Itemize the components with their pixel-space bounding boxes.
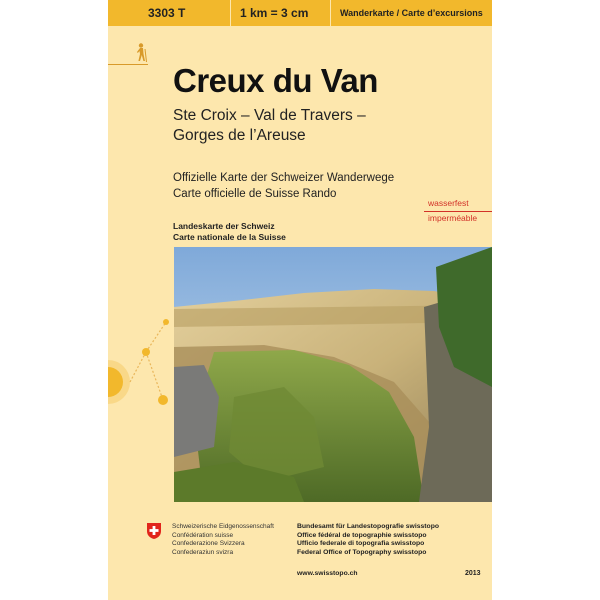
federal-name-line: Confederaziun svizra	[172, 548, 234, 556]
waterproof-label-fr: imperméable	[428, 213, 478, 223]
cliff-landscape-image	[174, 247, 492, 502]
subtitle-line: Gorges de l’Areuse	[173, 127, 306, 144]
map-cover	[108, 0, 492, 600]
cover-photo	[174, 247, 492, 502]
agency-name-line: Federal Office of Topography swisstopo	[297, 548, 427, 556]
federal-names	[172, 523, 274, 557]
waterproof-label-de: wasserfest	[428, 198, 469, 208]
website-link[interactable]: www.swisstopo.ch	[297, 570, 358, 577]
edition-year: 2013	[465, 570, 481, 577]
strip-divider	[330, 0, 331, 26]
map-series	[173, 221, 286, 243]
waterproof-rule	[424, 211, 492, 212]
description-line: Carte officielle de Suisse Rando	[173, 188, 337, 200]
hiker-icon	[135, 43, 147, 63]
series-line: Landeskarte der Schweiz	[173, 221, 275, 231]
federal-name-line: Confédération suisse	[172, 531, 234, 539]
description-line: Offizielle Karte der Schweizer Wanderwege	[173, 172, 395, 184]
swiss-shield-icon	[146, 522, 162, 540]
map-number: 3303 T	[148, 6, 186, 20]
map-subtitle	[173, 106, 366, 146]
hiker-rule	[108, 64, 148, 65]
map-type: Wanderkarte / Carte d’excursions	[340, 8, 483, 18]
map-scale: 1 km = 3 cm	[240, 6, 309, 20]
agency-name-line: Ufficio federale di topografia swisstopo	[297, 540, 425, 548]
subtitle-line: Ste Croix – Val de Travers –	[173, 107, 366, 124]
header-strip	[108, 0, 492, 26]
map-title: Creux du Van	[173, 62, 378, 99]
agency-name-line: Office fédéral de topographie swisstopo	[297, 531, 427, 539]
federal-name-line: Confederazione Svizzera	[172, 540, 245, 548]
agency-names	[297, 523, 439, 557]
map-description	[173, 170, 394, 202]
federal-name-line: Schweizerische Eidgenossenschaft	[172, 523, 274, 530]
agency-name-line: Bundesamt für Landestopografie swisstopo	[297, 523, 439, 530]
strip-divider	[230, 0, 231, 26]
series-line: Carte nationale de la Suisse	[173, 232, 286, 242]
sun-graphic-icon	[108, 290, 178, 420]
